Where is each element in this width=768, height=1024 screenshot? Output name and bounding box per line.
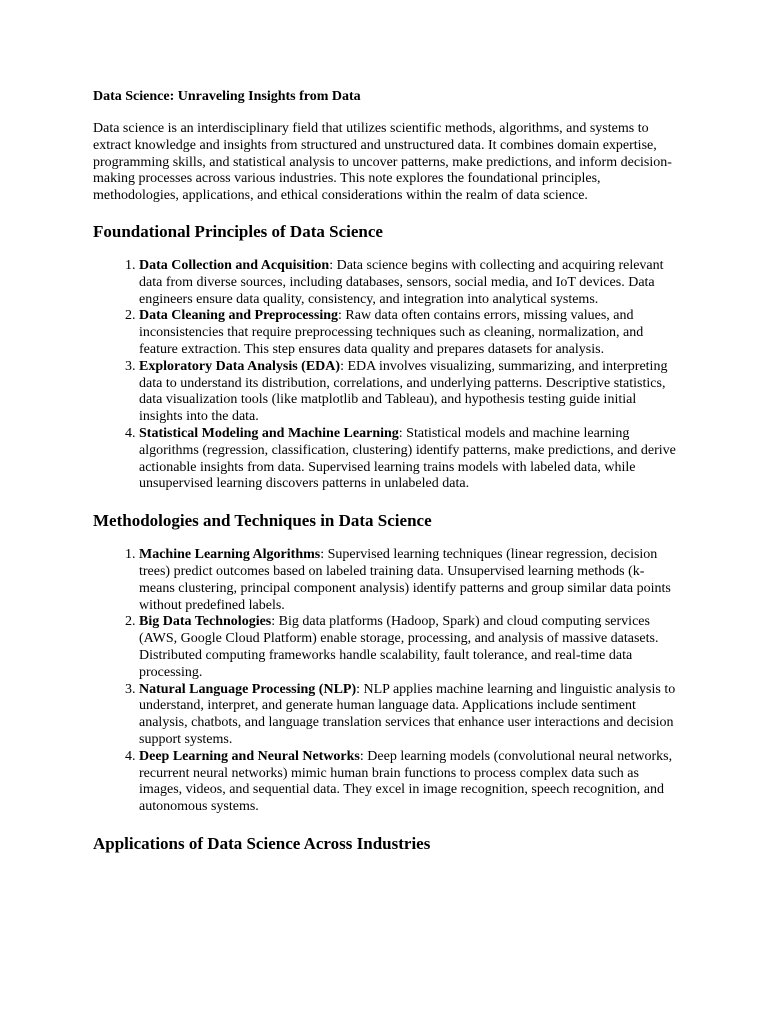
list-item-text: : Statistical models and machine learning algorithms (regression, classification, clustering) identify patterns, make predictions, and derive actionable insights from data. Supervised learning trains models with labeled data, while unsupervised learning discovers patterns in unlabeled data.	[139, 425, 676, 492]
list-item-term: Natural Language Processing (NLP)	[139, 681, 357, 697]
foundational-principles-list	[93, 258, 678, 493]
list-item-text: : Data science begins with collecting and acquiring relevant data from diverse sources, including databases, sensors, social media, and IoT devices. Data engineers ensure data quality, consistency, and integration into analytical systems.	[139, 257, 664, 307]
section-heading-foundational: Foundational Principles of Data Science	[93, 221, 383, 241]
list-item-text: : EDA involves visualizing, summarizing, and interpreting data to understand its distribution, correlations, and underlying patterns. Descriptive statistics, data visualization tools (like matplotlib and Tableau), and hypothesis testing guide initial insights into the data.	[139, 358, 668, 425]
list-item	[139, 426, 678, 493]
list-item	[139, 547, 678, 614]
list-item	[139, 359, 678, 426]
list-item-term: Deep Learning and Neural Networks	[139, 748, 360, 764]
list-item-text: : NLP applies machine learning and linguistic analysis to understand, interpret, and generate human language data. Applications include sentiment analysis, chatbots, and language translation services that enhance user interactions and decision support systems.	[139, 681, 676, 747]
list-item-text: : Raw data often contains errors, missing values, and inconsistencies that require preprocessing techniques such as cleaning, normalization, and feature extraction. This step ensures data quality and prepares datasets for analysis.	[139, 308, 644, 357]
section-heading-methodologies: Methodologies and Techniques in Data Science	[93, 511, 432, 531]
list-item	[139, 308, 678, 358]
list-item-term: Exploratory Data Analysis (EDA)	[139, 358, 341, 374]
list-item-term: Big Data Technologies	[139, 614, 272, 630]
list-item	[139, 614, 678, 681]
intro-paragraph: Data science is an interdisciplinary field that utilizes scientific methods, algorithms, and systems to extract knowledge and insights from structured and unstructured data. It combines domain expertise, programming skills, and statistical analysis to uncover patterns, make predictions, and inform decision-making processes across various industries. This note explores the foundational principles, methodologies, applications, and ethical considerations within the realm of data science.	[93, 121, 672, 204]
list-item-text: : Deep learning models (convolutional neural networks, recurrent neural networks) mimic human brain functions to process complex data such as images, videos, and sequential data. They excel in image recognition, speech recognition, and autonomous systems.	[139, 748, 673, 815]
list-item-term: Data Collection and Acquisition	[139, 257, 330, 273]
list-item	[139, 682, 678, 749]
document-title: Data Science: Unraveling Insights from Data	[93, 89, 361, 104]
list-item	[139, 749, 678, 816]
methodologies-list	[93, 547, 678, 816]
list-item-term: Machine Learning Algorithms	[139, 547, 321, 563]
list-item	[139, 258, 678, 308]
list-item-text: : Big data platforms (Hadoop, Spark) and cloud computing services (AWS, Google Cloud Platform) enable storage, processing, and analysis of massive datasets. Distributed computing frameworks handle scalability, fault tolerance, and real-time data processing.	[139, 614, 659, 680]
list-item-text: : Supervised learning techniques (linear regression, decision trees) predict outcomes based on labeled training data. Unsupervised learning methods (k-means clustering, principal component analysis) identify patterns and group similar data points without predefined labels.	[139, 547, 671, 613]
section-heading-applications: Applications of Data Science Across Industries	[93, 833, 431, 853]
list-item-term: Statistical Modeling and Machine Learning	[139, 425, 399, 441]
list-item-term: Data Cleaning and Preprocessing	[139, 308, 338, 324]
